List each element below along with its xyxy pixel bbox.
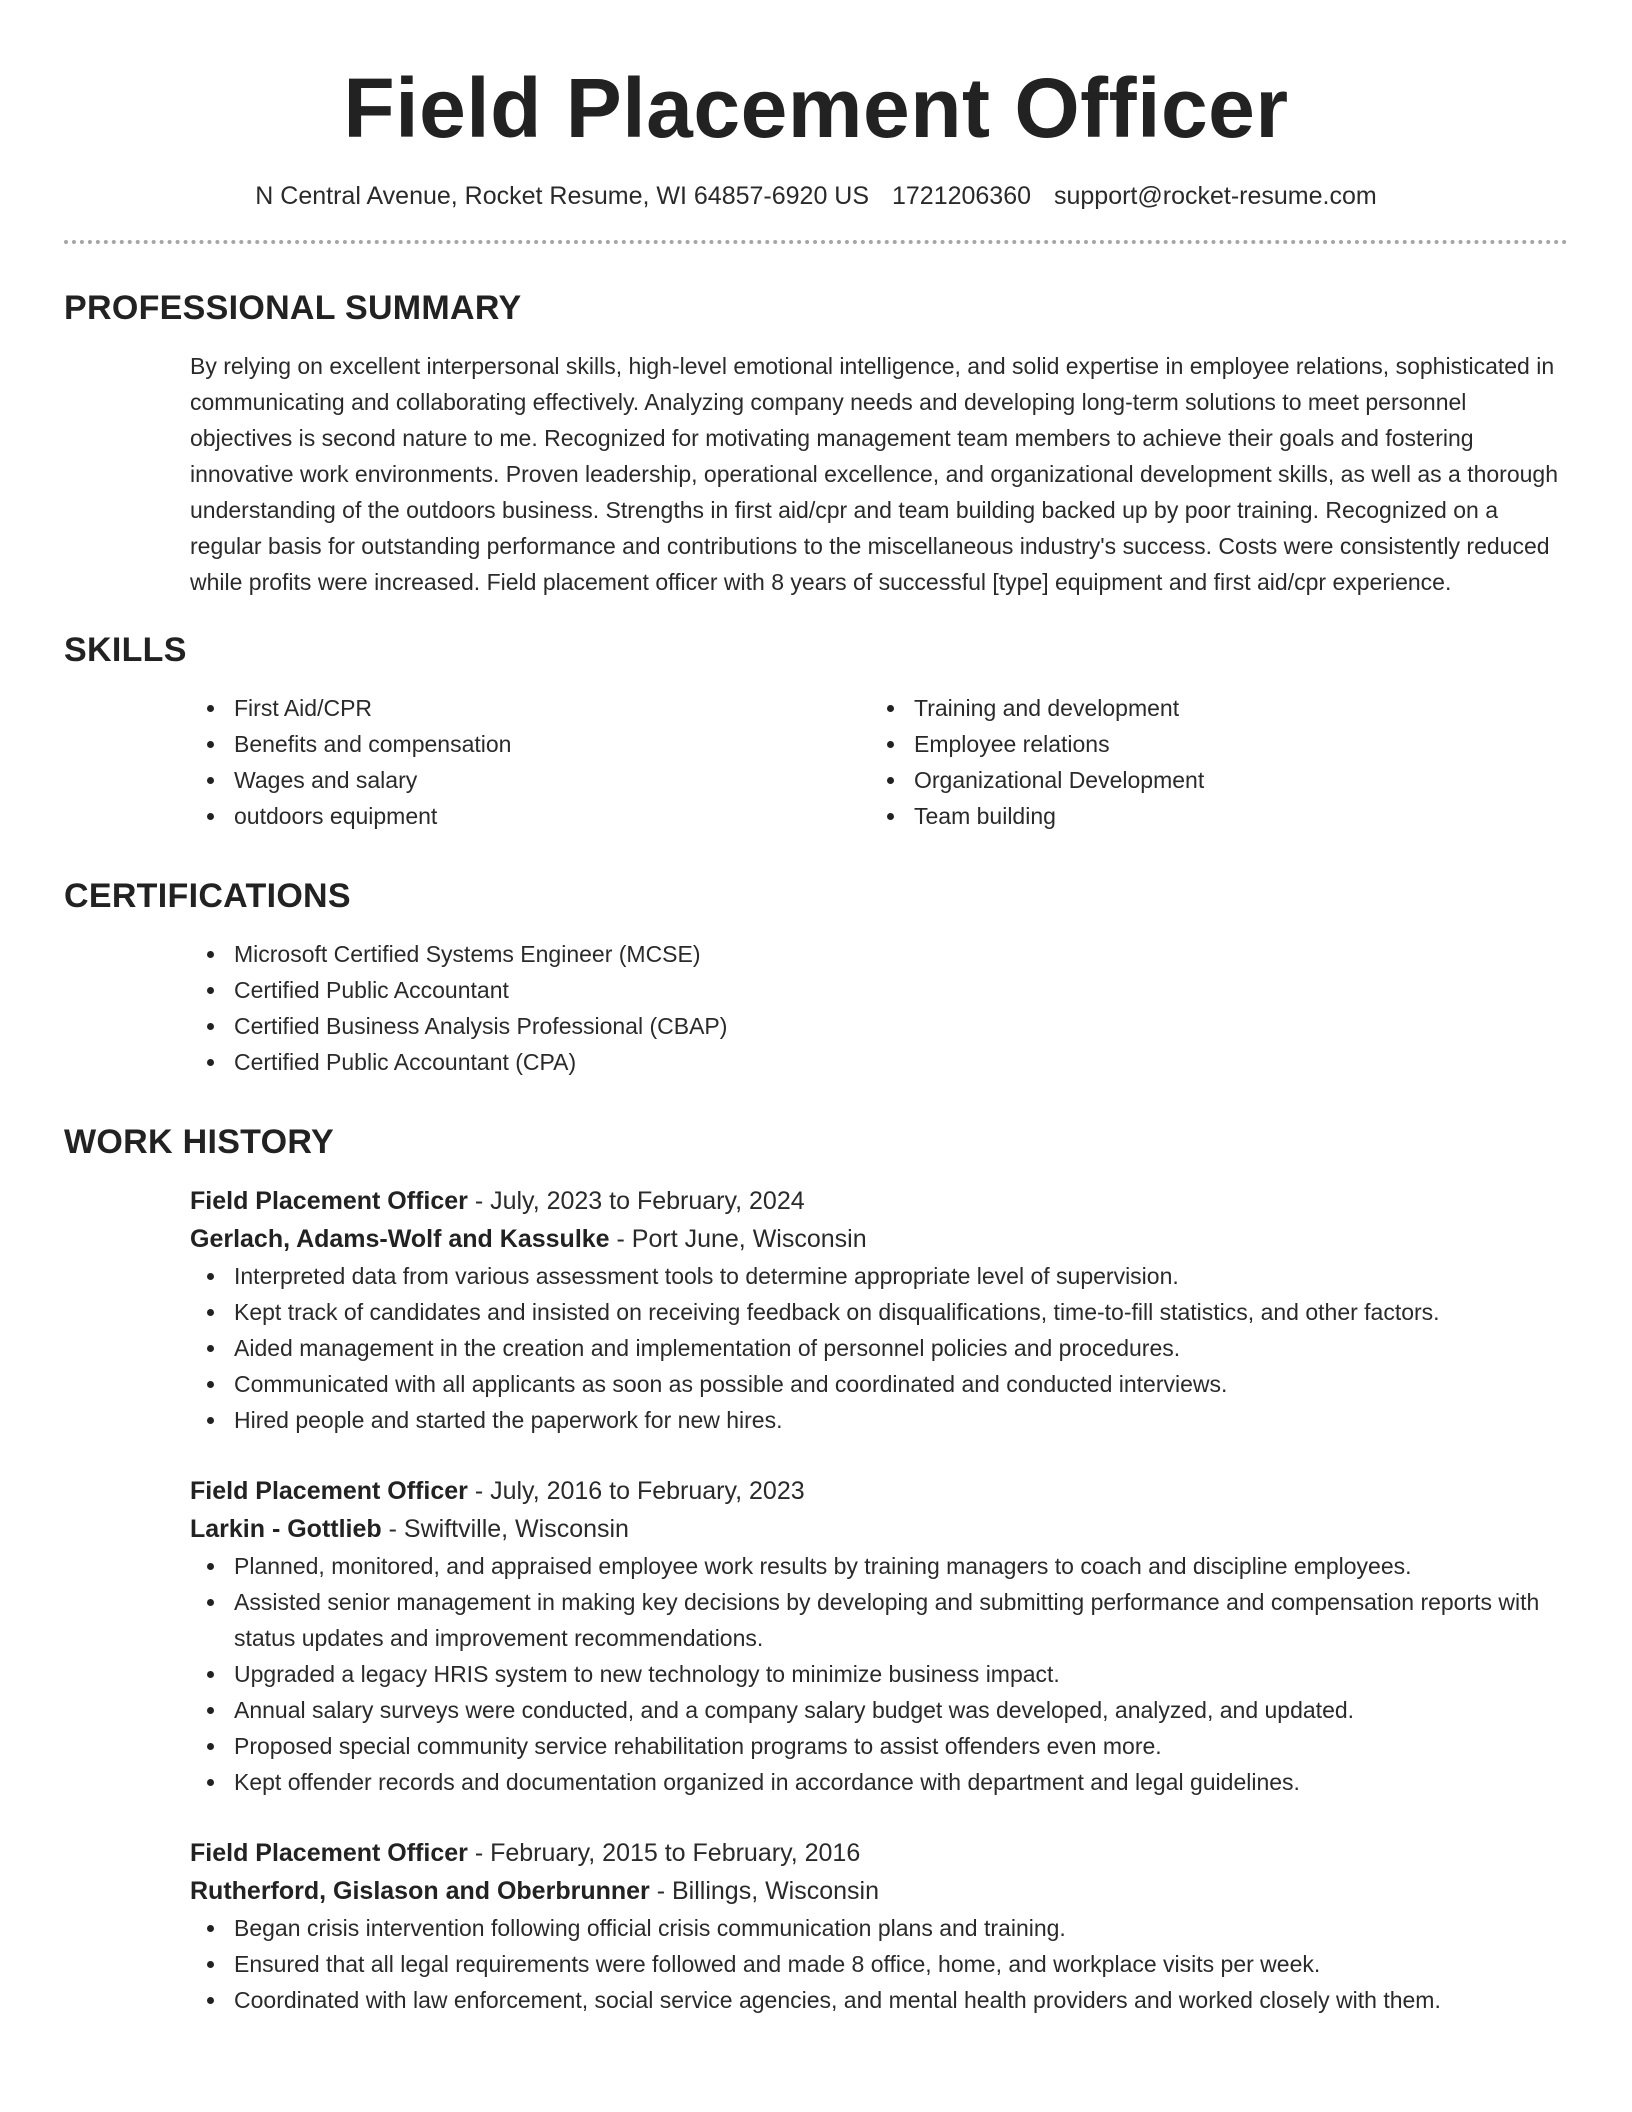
job-title-line <box>190 1472 1568 1510</box>
resume-page <box>64 0 1568 2018</box>
job-company: Gerlach, Adams-Wolf and Kassulke <box>190 1225 610 1253</box>
contact-line <box>64 178 1568 214</box>
job-bullets <box>190 1910 1570 2018</box>
job-bullets <box>190 1258 1570 1438</box>
job-dates: - July, 2023 to February, 2024 <box>474 1187 805 1215</box>
skill-item: First Aid/CPR <box>190 690 870 726</box>
certification-item: Microsoft Certified Systems Engineer (MCSE) <box>190 936 1568 972</box>
skills-grid <box>190 690 1568 834</box>
job-bullet: Kept offender records and documentation organized in accordance with department and legal guidelines. <box>190 1764 1570 1800</box>
job-bullet: Kept track of candidates and insisted on receiving feedback on disqualifications, time-to-fill statistics, and other factors. <box>190 1294 1570 1330</box>
job-bullet: Hired people and started the paperwork for new hires. <box>190 1402 1570 1438</box>
job-location: - Port June, Wisconsin <box>616 1225 867 1253</box>
certification-item: Certified Public Accountant <box>190 972 1568 1008</box>
job-company-line <box>190 1872 1568 1910</box>
skills-heading: SKILLS <box>64 631 187 669</box>
job-bullet: Assisted senior management in making key decisions by developing and submitting performance and compensation reports with status updates and improvement recommendations. <box>190 1584 1570 1656</box>
skill-item: outdoors equipment <box>190 798 870 834</box>
job-dates: - February, 2015 to February, 2016 <box>474 1839 861 1867</box>
skill-item: Team building <box>870 798 1550 834</box>
job-bullets <box>190 1548 1570 1800</box>
contact-email: support@rocket-resume.com <box>1053 182 1377 210</box>
job-entry <box>190 1182 1568 1438</box>
skill-item: Organizational Development <box>870 762 1550 798</box>
skill-item: Employee relations <box>870 726 1550 762</box>
header-divider <box>64 240 1568 244</box>
job-location: - Billings, Wisconsin <box>656 1877 879 1905</box>
job-company-line <box>190 1510 1568 1548</box>
job-bullet: Began crisis intervention following official crisis communication plans and training. <box>190 1910 1570 1946</box>
job-bullet: Planned, monitored, and appraised employee work results by training managers to coach and discipline employees. <box>190 1548 1570 1584</box>
job-role: Field Placement Officer <box>190 1477 468 1505</box>
job-bullet: Aided management in the creation and implementation of personnel policies and procedures. <box>190 1330 1570 1366</box>
job-company: Rutherford, Gislason and Oberbrunner <box>190 1877 650 1905</box>
certification-item: Certified Public Accountant (CPA) <box>190 1044 1568 1080</box>
skills-column-left <box>190 690 870 834</box>
job-title-line <box>190 1182 1568 1220</box>
skill-item: Wages and salary <box>190 762 870 798</box>
job-bullet: Upgraded a legacy HRIS system to new technology to minimize business impact. <box>190 1656 1570 1692</box>
job-bullet: Interpreted data from various assessment tools to determine appropriate level of supervision. <box>190 1258 1570 1294</box>
job-company-line <box>190 1220 1568 1258</box>
job-bullet: Coordinated with law enforcement, social service agencies, and mental health providers and worked closely with them. <box>190 1982 1570 2018</box>
skill-item: Training and development <box>870 690 1550 726</box>
job-entry <box>190 1472 1568 1800</box>
job-bullet: Annual salary surveys were conducted, and a company salary budget was developed, analyzed, and updated. <box>190 1692 1570 1728</box>
job-dates: - July, 2016 to February, 2023 <box>474 1477 805 1505</box>
job-title-line <box>190 1834 1568 1872</box>
certification-item: Certified Business Analysis Professional (CBAP) <box>190 1008 1568 1044</box>
job-role: Field Placement Officer <box>190 1187 468 1215</box>
job-bullet: Ensured that all legal requirements were followed and made 8 office, home, and workplace visits per week. <box>190 1946 1570 1982</box>
certifications-list <box>190 936 1568 1080</box>
job-bullet: Proposed special community service rehabilitation programs to assist offenders even more. <box>190 1728 1570 1764</box>
job-company: Larkin - Gottlieb <box>190 1515 382 1543</box>
contact-address: N Central Avenue, Rocket Resume, WI 64857-6920 US <box>255 182 870 210</box>
job-entry <box>190 1834 1568 2018</box>
summary-heading: PROFESSIONAL SUMMARY <box>64 289 522 327</box>
skills-column-right <box>870 690 1550 834</box>
skill-item: Benefits and compensation <box>190 726 870 762</box>
certifications-heading: CERTIFICATIONS <box>64 877 351 915</box>
resume-name: Field Placement Officer <box>343 61 1289 155</box>
job-bullet: Communicated with all applicants as soon as possible and coordinated and conducted interviews. <box>190 1366 1570 1402</box>
contact-phone: 1721206360 <box>891 182 1032 210</box>
job-role: Field Placement Officer <box>190 1839 468 1867</box>
summary-text: By relying on excellent interpersonal skills, high-level emotional intelligence, and solid expertise in employee relations, sophisticated in communicating and collaborating effectively. Analyzing company needs and developing long-term solutions to meet personnel objectives is second nature to me. Recognized for motivating management team members to achieve their goals and fostering innovative work environments. Proven leadership, operational excellence, and organizational development skills, as well as a thorough understanding of the outdoors business. Strengths in first aid/cpr and team building backed up by poor training. Recognized on a regular basis for outstanding performance and contributions to the miscellaneous industry's success. Costs were consistently reduced while profits were increased. Field placement officer with 8 years of successful [type] equipment and first aid/cpr experience. <box>190 353 1559 595</box>
job-location: - Swiftville, Wisconsin <box>388 1515 629 1543</box>
work-history-heading: WORK HISTORY <box>64 1123 334 1161</box>
